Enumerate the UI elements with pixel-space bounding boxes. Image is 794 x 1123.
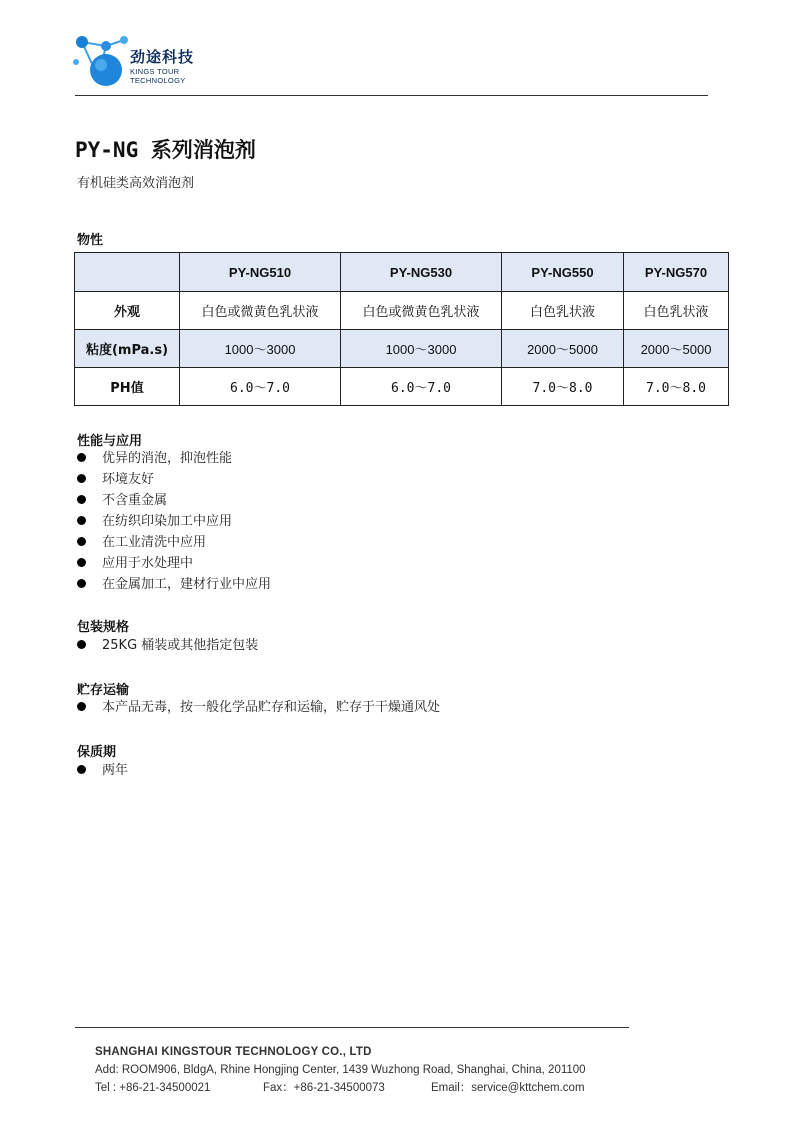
bullet-icon [77, 765, 86, 774]
bullet-icon [77, 558, 86, 567]
properties-table [74, 252, 729, 406]
logo-chinese-name: 劲途科技 [130, 48, 195, 66]
bullet-icon [77, 537, 86, 546]
list-item-text: 25KG 桶装或其他指定包装 [102, 638, 259, 653]
list-item-text: 两年 [102, 763, 129, 778]
performance-heading: 性能与应用 [77, 434, 143, 449]
column-header: PY-NG570 [624, 253, 729, 292]
packaging-list [77, 635, 258, 656]
list-item-text: 在金属加工，建材行业中应用 [102, 577, 272, 592]
list-item [77, 511, 271, 532]
table-cell: 2000～5000 [624, 330, 729, 368]
table-cell: 7.0～8.0 [624, 368, 729, 406]
table-row [75, 368, 729, 406]
table-cell: 2000～5000 [502, 330, 624, 368]
table-cell: 6.0～7.0 [180, 368, 341, 406]
shelf-life-list [77, 760, 128, 781]
properties-heading: 物性 [77, 233, 104, 248]
list-item [77, 490, 271, 511]
molecule-icon [73, 36, 128, 86]
table-row [75, 292, 729, 330]
column-header: PY-NG510 [180, 253, 341, 292]
column-header: PY-NG550 [502, 253, 624, 292]
logo-text [130, 46, 194, 85]
column-header: PY-NG530 [341, 253, 502, 292]
table-cell: 7.0～8.0 [502, 368, 624, 406]
footer-divider [75, 1027, 629, 1028]
list-item [77, 574, 271, 595]
performance-list [77, 448, 271, 595]
footer-contacts [95, 1079, 586, 1097]
bullet-icon [77, 474, 86, 483]
bullet-icon [77, 579, 86, 588]
list-item [77, 635, 258, 656]
footer-address: Add: ROOM906, BldgA, Rhine Hongjing Center, 1439 Wuzhong Road, Shanghai, China, 201100 [95, 1064, 586, 1076]
list-item-text: 应用于水处理中 [102, 556, 194, 571]
footer-fax: Fax：+86-21-34500073 [263, 1082, 385, 1094]
footer [95, 1043, 586, 1097]
table-cell: 白色乳状液 [502, 292, 624, 330]
product-title: PY-NG 系列消泡剂 [75, 138, 256, 162]
list-item [77, 553, 271, 574]
header-divider [75, 95, 708, 96]
shelf-life-heading: 保质期 [77, 745, 117, 760]
table-header-row [75, 253, 729, 292]
bullet-icon [77, 495, 86, 504]
table-corner-cell [75, 253, 180, 292]
list-item-text: 本产品无毒，按一般化学品贮存和运输，贮存于干燥通风处 [102, 700, 441, 715]
footer-company: SHANGHAI KINGSTOUR TECHNOLOGY CO., LTD [95, 1046, 372, 1058]
list-item-text: 在纺织印染加工中应用 [102, 514, 233, 529]
table-cell: 6.0～7.0 [341, 368, 502, 406]
logo-english-line1: KINGS TOUR [130, 67, 180, 76]
list-item [77, 697, 440, 718]
list-item [77, 448, 271, 469]
storage-list [77, 697, 440, 718]
logo-english-line2: TECHNOLOGY [130, 76, 186, 85]
list-item-text: 在工业清洗中应用 [102, 535, 207, 550]
footer-email: Email：service@kttchem.com [431, 1082, 585, 1094]
bullet-icon [77, 516, 86, 525]
list-item [77, 532, 271, 553]
row-label: 外观 [75, 292, 180, 330]
bullet-icon [77, 453, 86, 462]
footer-tel: Tel : +86-21-34500021 [95, 1082, 211, 1094]
list-item-text: 优异的消泡，抑泡性能 [102, 451, 233, 466]
table-cell: 1000～3000 [341, 330, 502, 368]
list-item [77, 469, 271, 490]
list-item [77, 760, 128, 781]
product-subtitle: 有机硅类高效消泡剂 [77, 176, 195, 191]
packaging-heading: 包装规格 [77, 620, 130, 635]
table-cell: 白色或微黄色乳状液 [341, 292, 502, 330]
table-row [75, 330, 729, 368]
bullet-icon [77, 702, 86, 711]
row-label: 粘度(mPa.s) [75, 330, 180, 368]
bullet-icon [77, 640, 86, 649]
row-label: PH值 [75, 368, 180, 406]
table-cell: 白色或微黄色乳状液 [180, 292, 341, 330]
list-item-text: 不含重金属 [102, 493, 168, 508]
storage-heading: 贮存运输 [77, 683, 130, 698]
table-cell: 1000～3000 [180, 330, 341, 368]
list-item-text: 环境友好 [102, 472, 155, 487]
table-cell: 白色乳状液 [624, 292, 729, 330]
